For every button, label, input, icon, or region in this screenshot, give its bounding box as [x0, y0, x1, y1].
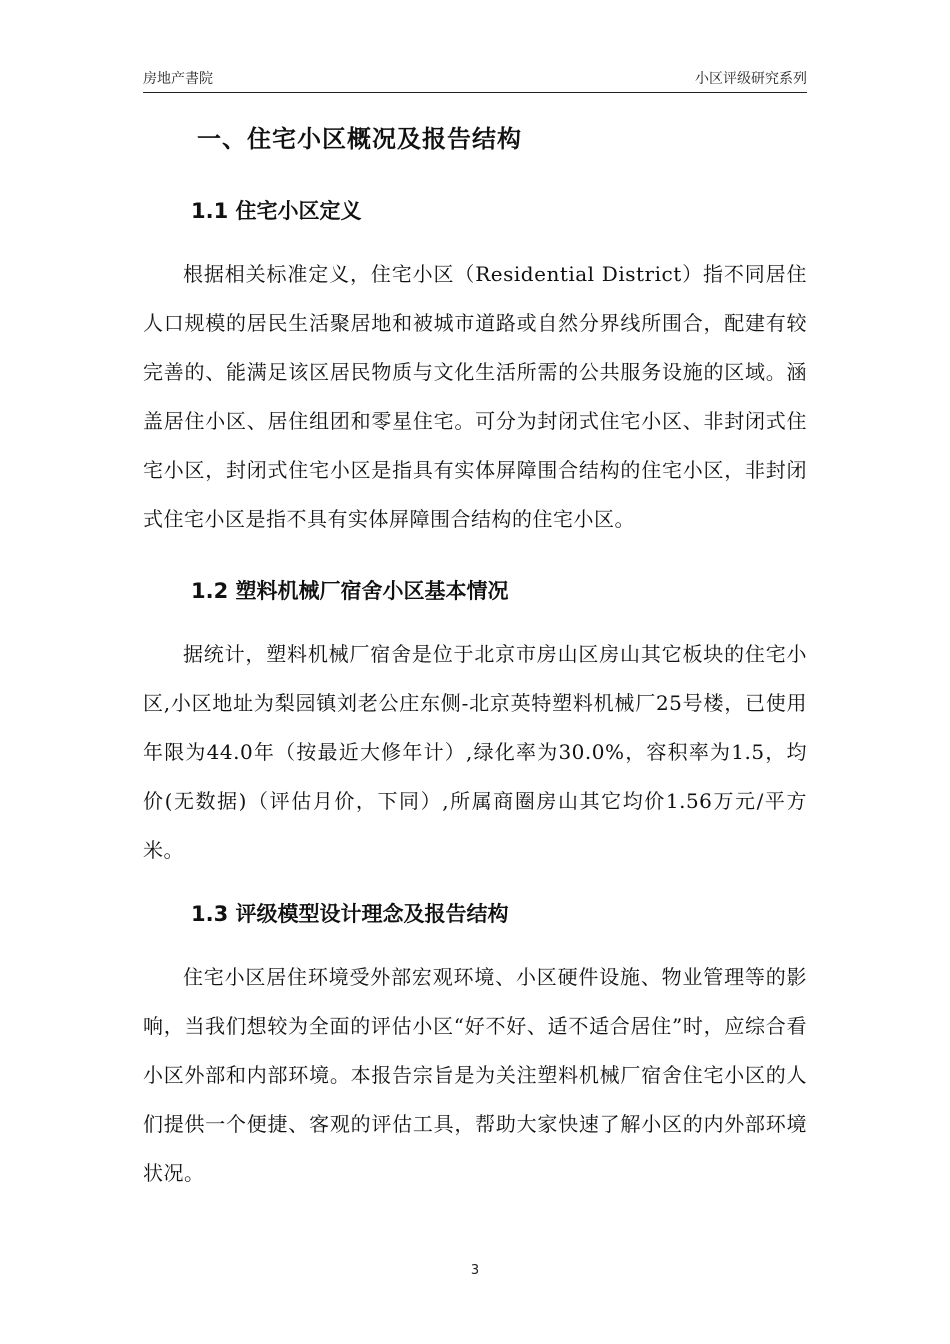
header-series-title: 小区评级研究系列: [695, 71, 807, 87]
page-number: 3: [470, 1263, 480, 1278]
document-body: [143, 112, 807, 1198]
chapter-title: 一、住宅小区概况及报告结构: [197, 125, 522, 153]
page-header: [143, 66, 807, 93]
section-1-1-title: 1.1 住宅小区定义: [191, 199, 362, 223]
section-1-1-paragraph: 根据相关标准定义，住宅小区（Residential District）指不同居住人口规模的居民生活聚居地和被城市道路或自然分界线所围合，配建有较完善的、能满足该区居民物质与文化生活所需的公共服务设施的区域。涵盖居住小区、居住组团和零星住宅。可分为封闭式住宅小区、非封闭式住宅小区，封闭式住宅小区是指具有实体屏障围合结构的住宅小区，非封闭式住宅小区是指不具有实体屏障围合结构的住宅小区。: [143, 262, 807, 531]
section-1-2-paragraph: 据统计，塑料机械厂宿舍是位于北京市房山区房山其它板块的住宅小区,小区地址为梨园镇刘老公庄东侧-北京英特塑料机械厂25号楼，已使用年限为44.0年（按最近大修年计）,绿化率为30.0%，容积率为1.5，均价(无数据)（评估月价，下同）,所属商圈房山其它均价1.56万元/平方米。: [143, 642, 807, 862]
section-1-3-title: 1.3 评级模型设计理念及报告结构: [191, 902, 509, 926]
section-1-3-paragraph: 住宅小区居住环境受外部宏观环境、小区硬件设施、物业管理等的影响，当我们想较为全面的评估小区“好不好、适不适合居住”时，应综合看小区外部和内部环境。本报告宗旨是为关注塑料机械厂宿舍住宅小区的人们提供一个便捷、客观的评估工具，帮助大家快速了解小区的内外部环境状况。: [143, 965, 807, 1185]
header-publisher: 房地产書院: [143, 71, 213, 87]
section-1-2-title: 1.2 塑料机械厂宿舍小区基本情况: [191, 579, 509, 603]
